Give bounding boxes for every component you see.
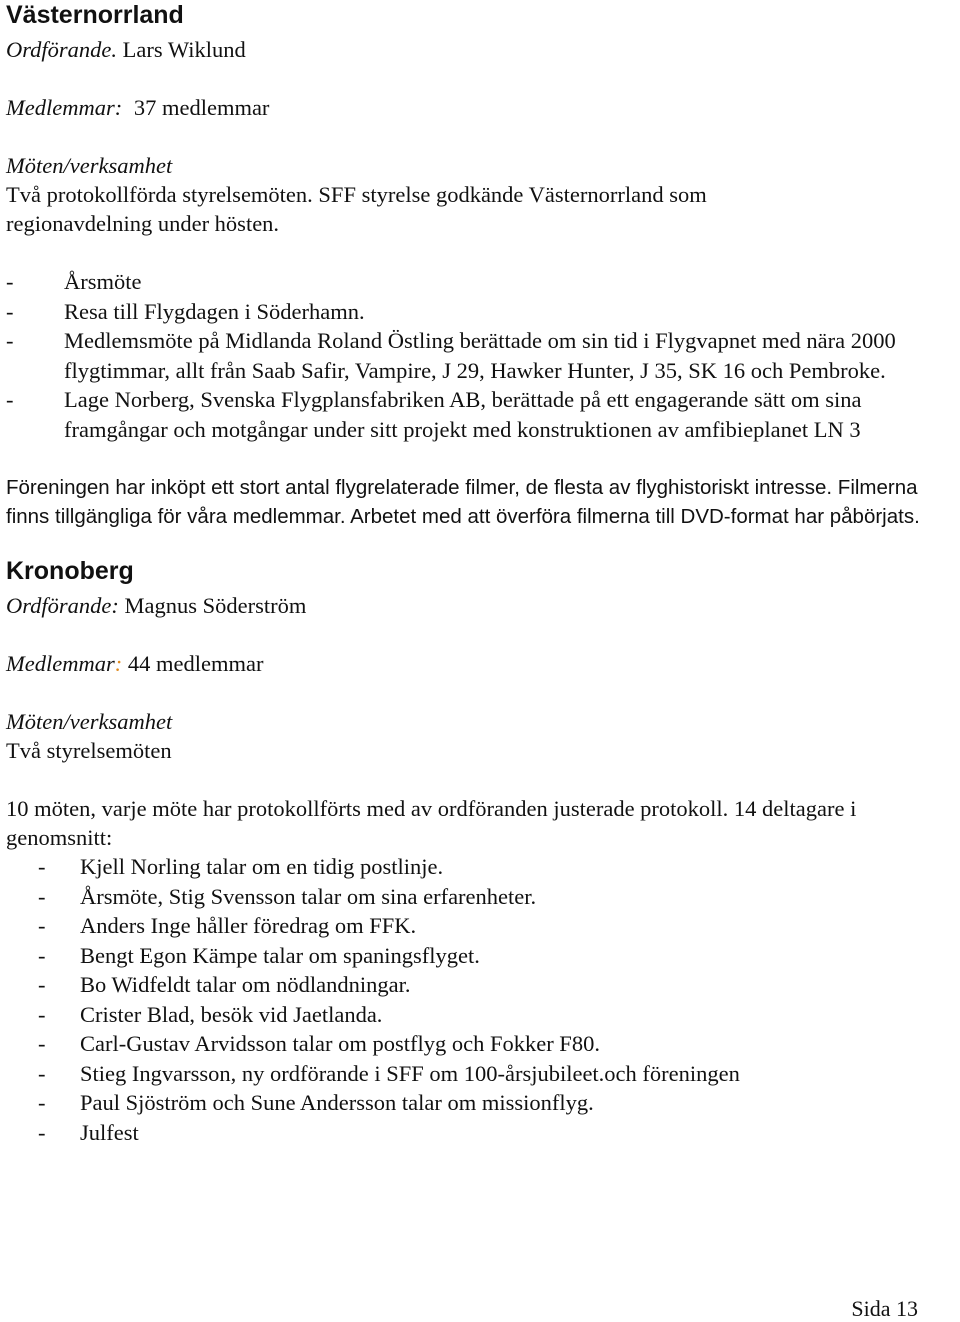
list-item-text: Anders Inge håller föredrag om FFK. <box>80 913 417 938</box>
list-item-text: Årsmöte, Stig Svensson talar om sina erfarenheter. <box>80 883 537 909</box>
list-item <box>6 1029 906 1059</box>
list-item <box>6 326 906 385</box>
chair-line <box>6 591 956 620</box>
activity-list-kronoberg <box>6 852 906 1147</box>
list-item-text: Resa till Flygdagen i Söderhamn. <box>64 298 365 324</box>
list-dash: - <box>6 328 14 353</box>
list-item <box>6 1000 906 1030</box>
list-dash: - <box>38 913 46 938</box>
list-dash: - <box>6 298 14 324</box>
list-item-text: Bengt Egon Kämpe talar om spaningsflyget. <box>80 942 480 968</box>
members-colon: : <box>114 651 123 676</box>
list-item-text: Bo Widfeldt talar om nödlandningar. <box>80 972 411 997</box>
list-dash: - <box>38 1001 46 1027</box>
members-line <box>6 649 956 678</box>
list-dash: - <box>6 269 14 294</box>
closing-paragraph: Föreningen har inköpt ett stort antal flygrelaterade filmer, de flesta av flyghistoriskt intresse. Filmerna finns tillgängliga för våra medlemmar. Arbetet med att överföra filmerna till DVD-format har påbörjats. <box>6 476 920 528</box>
list-dash: - <box>38 1060 46 1086</box>
list-dash: - <box>38 942 46 968</box>
list-dash: - <box>38 1031 46 1056</box>
page-number: Sida 13 <box>851 1296 918 1321</box>
members-label: Medlemmar: <box>6 95 123 120</box>
list-item-text: Lage Norberg, Svenska Flygplansfabriken AB, berättade på ett engagerande sätt om sina framgångar och motgångar under sitt projekt med konstruktionen av amfibieplanet LN 3 <box>64 387 862 442</box>
document-page <box>6 0 956 1147</box>
list-item-text: Kjell Norling talar om en tidig postlinje. <box>80 854 444 879</box>
list-item <box>6 1118 906 1148</box>
list-item <box>6 911 906 941</box>
list-item-text: Carl-Gustav Arvidsson talar om postflyg och Fokker F80. <box>80 1031 600 1056</box>
list-item-text: Årsmöte <box>64 269 142 294</box>
chair-name: Lars Wiklund <box>122 37 246 62</box>
list-item-text: Stieg Ingvarsson, ny ordförande i SFF om 100-årsjubileet.och föreningen <box>80 1060 740 1086</box>
meetings-text: 10 möten, varje möte har protokollförts med av ordföranden justerade protokoll. 14 deltagare i genomsnitt: <box>6 796 857 850</box>
list-item <box>6 852 906 882</box>
activities-text: Två styrelsemöten <box>6 738 172 763</box>
members-line <box>6 93 956 122</box>
list-item <box>6 970 906 1000</box>
list-item-text: Julfest <box>80 1119 139 1145</box>
chair-name: Magnus Söderström <box>124 593 307 618</box>
chair-label: Ordförande. <box>6 37 118 62</box>
list-dash: - <box>38 854 46 879</box>
activities-label: Möten/verksamhet <box>6 709 173 734</box>
activities-label: Möten/verksamhet <box>6 153 173 178</box>
list-item <box>6 1059 906 1089</box>
members-label: Medlemmar <box>6 651 115 676</box>
list-dash: - <box>38 883 46 909</box>
list-dash: - <box>38 1090 46 1115</box>
list-item-text: Crister Blad, besök vid Jaetlanda. <box>80 1001 383 1027</box>
list-item <box>6 882 906 912</box>
section-heading-vasternorrland: Västernorrland <box>6 1 184 29</box>
section-heading-kronoberg: Kronoberg <box>6 557 134 585</box>
members-value: 44 medlemmar <box>127 651 264 676</box>
activities-text: Två protokollförda styrelsemöten. SFF styrelse godkände Västernorrland som regionavdelning under hösten. <box>6 182 707 236</box>
list-item <box>6 385 906 444</box>
chair-line <box>6 35 956 64</box>
list-item <box>6 267 906 297</box>
activity-list-vasternorrland <box>6 267 906 444</box>
list-item-text: Paul Sjöström och Sune Andersson talar om missionflyg. <box>80 1090 594 1115</box>
list-dash: - <box>38 972 46 997</box>
list-dash: - <box>6 387 14 412</box>
list-item-text: Medlemsmöte på Midlanda Roland Östling berättade om sin tid i Flygvapnet med nära 2000 flygtimmar, allt från Saab Safir, Vampire, J 29, Hawker Hunter, J 35, SK 16 och Pembroke. <box>64 328 896 383</box>
list-item <box>6 941 906 971</box>
members-value: 37 medlemmar <box>133 95 270 120</box>
list-dash: - <box>38 1119 46 1145</box>
list-item <box>6 1088 906 1118</box>
chair-label: Ordförande: <box>6 593 119 618</box>
list-item <box>6 297 906 327</box>
